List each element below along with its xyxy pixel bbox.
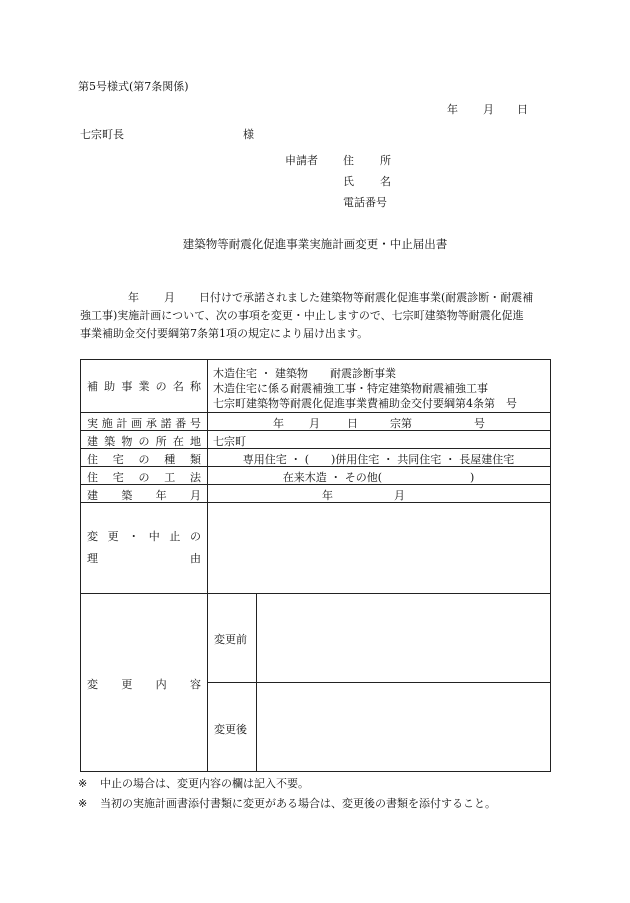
row-construction-method-label: 住 宅 の 工 法: [87, 471, 201, 484]
body-year-label: 年: [128, 291, 139, 304]
row-project-name-line2: 木造住宅に係る耐震補強工事・特定建築物耐震補強工事: [213, 382, 488, 395]
row-reason-value-field[interactable]: [208, 503, 550, 592]
form-table: 補助事業の名称 木造住宅 ・ 建築物 耐震診断事業 木造住宅に係る耐震補強工事・特定建築物耐震補強工事 七宗町建築物等耐震化促進事業費補助金交付要綱第4条第 号 実施計画承諾番号 年 月 日 宗第 号 建築物の所在地 七宗町 住 宅 の 種 類 専用住宅 ・ ( )併用住宅 ・ 共同住宅 ・ 長屋建住宅 住 宅 の 工 法 在来木造 ・ その他( ) 建 築 年 月 年 月 変 更 ・ 中 止 の 理 由 変 更 内 容 変更前 変更後: [80, 359, 551, 772]
note-item: ※ 当初の実施計画書添付書類に変更がある場合は、変更後の書類を添付すること。: [78, 797, 496, 810]
note-item: ※ 中止の場合は、変更内容の欄は記入不要。: [78, 777, 309, 790]
applicant-name-label: 氏 名: [343, 175, 391, 188]
row-project-name-line1: 木造住宅 ・ 建築物 耐震診断事業: [213, 367, 396, 380]
applicant-label: 申請者: [285, 154, 318, 167]
date-day-label: 日: [517, 103, 528, 116]
change-after-label: 変更後: [214, 723, 247, 736]
row-house-type-value: 専用住宅 ・ ( )併用住宅 ・ 共同住宅 ・ 長屋建住宅: [242, 453, 515, 466]
row-change-content-label: 変 更 内 容: [87, 678, 201, 691]
note-mark: ※: [78, 777, 88, 790]
body-line2: 強工事)実施計画について、次の事項を変更・中止しますので、七宗町建築物等耐震化促進: [80, 309, 524, 322]
applicant-phone-label: 電話番号: [343, 196, 387, 209]
date-month-label: 月: [483, 103, 494, 116]
row-house-type-label: 住 宅 の 種 類: [87, 453, 201, 466]
date-year-label: 年: [447, 103, 458, 116]
applicant-address-label: 住 所: [343, 154, 391, 167]
row-construction-method-value: 在来木造 ・ その他( ): [282, 471, 475, 484]
addressee-name: 七宗町長: [80, 128, 124, 141]
change-before-label: 変更前: [214, 633, 247, 646]
addressee-honorific: 様: [243, 128, 254, 141]
note-mark: ※: [78, 797, 88, 810]
change-before-field[interactable]: [257, 594, 550, 681]
body-line1-text: 日付けで承諾されました建築物等耐震化促進事業(耐震診断・耐震補: [199, 291, 534, 304]
row-project-name-label: 補助事業の名称: [87, 380, 201, 393]
row-location-label: 建築物の所在地: [87, 435, 201, 448]
page-title: 建築物等耐震化促進事業実施計画変更・中止届出書: [182, 237, 448, 251]
row-approval-number-label: 実施計画承諾番号: [87, 417, 201, 430]
row-approval-number-value: 年 月 日 宗第 号: [273, 417, 485, 430]
row-build-date-label: 建 築 年 月: [87, 489, 201, 502]
form-number: 第5号様式(第7条関係): [78, 80, 189, 93]
body-line3: 事業補助金交付要綱第7条第1項の規定により届け出ます。: [80, 327, 369, 340]
change-after-field[interactable]: [257, 683, 550, 770]
body-month-label: 月: [164, 291, 175, 304]
row-build-date-value: 年 月: [322, 489, 405, 502]
row-location-value: 七宗町: [213, 435, 246, 448]
row-project-name-line3: 七宗町建築物等耐震化促進事業費補助金交付要綱第4条第 号: [213, 397, 517, 410]
